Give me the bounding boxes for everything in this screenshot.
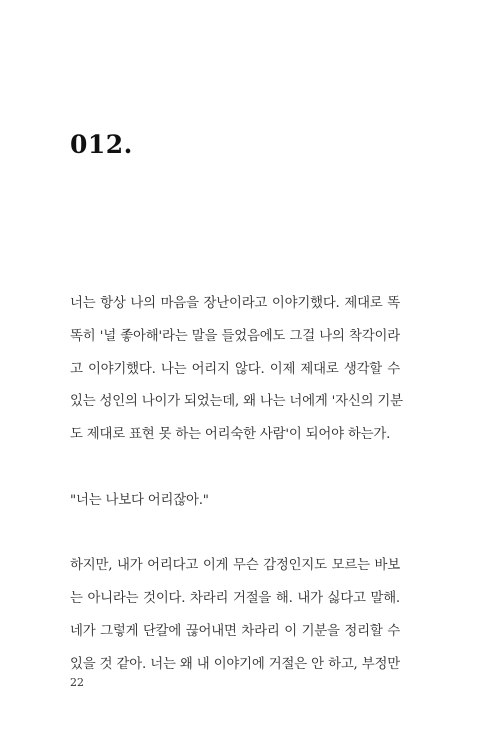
- dialogue-line: "너는 나보다 어리잖아.": [70, 492, 209, 508]
- paragraph: [70, 550, 400, 681]
- text-line: 는 아니라는 것이다. 차라리 거절을 해. 내가 싫다고 말해.: [70, 591, 400, 607]
- text-line: 너는 항상 나의 마음을 장난이라고 이야기했다. 제대로 똑: [70, 296, 400, 311]
- body-text: [70, 288, 403, 682]
- text-line: 하지만, 내가 어리다고 이게 무슨 감정인지도 모르는 바보: [70, 558, 400, 574]
- page-number: 22: [70, 676, 84, 689]
- chapter-number: 012.: [70, 130, 133, 159]
- dialogue-paragraph: [70, 485, 400, 518]
- text-line: 고 이야기했다. 나는 어리지 않다. 이제 제대로 생각할 수: [70, 361, 400, 377]
- paragraph-gap: [70, 452, 400, 485]
- text-line: 도 제대로 표현 못 하는 어리숙한 사람'이 되어야 하는가.: [70, 427, 391, 443]
- paragraph: [70, 288, 403, 452]
- paragraph-gap: [70, 518, 400, 551]
- text-line: 있을 것 같아. 너는 왜 내 이야기에 거절은 안 하고, 부정만: [70, 656, 400, 672]
- text-line: 있는 성인의 나이가 되었는데, 왜 나는 너에게 '자신의 기분: [70, 394, 403, 410]
- text-line: 똑히 '널 좋아해'라는 말을 들었음에도 그걸 나의 착각이라: [70, 328, 400, 344]
- text-line: 네가 그렇게 단칼에 끊어내면 차라리 이 기분을 정리할 수: [70, 623, 400, 639]
